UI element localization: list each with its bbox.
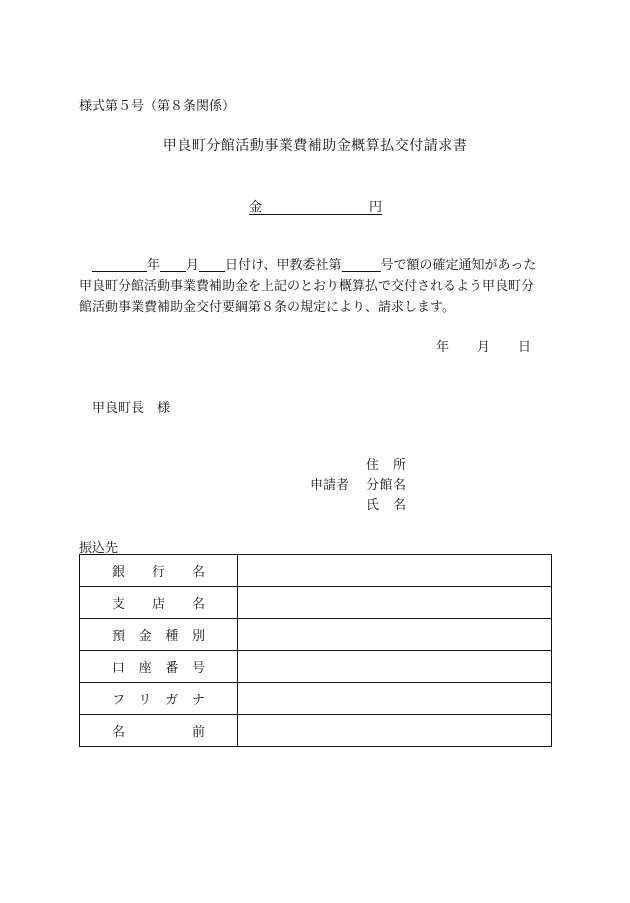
- body-line-2: 甲良町分館活動事業費補助金を上記のとおり概算払で交付されるよう甲良町分: [79, 279, 535, 294]
- table-row: [80, 587, 552, 619]
- amount-field[interactable]: [249, 196, 382, 215]
- form-number: 様式第５号（第８条関係）: [79, 99, 236, 114]
- holder-name-label-cell: [80, 715, 238, 747]
- bank-name-label-cell: [80, 555, 238, 587]
- amount-suffix: 円: [368, 200, 382, 215]
- request-date: [436, 336, 531, 355]
- document-title: 甲良町分館活動事業費補助金概算払交付請求書: [162, 138, 468, 154]
- notice-number-blank[interactable]: [342, 257, 381, 272]
- date-year-label: 年: [436, 340, 450, 355]
- body-number-text: 号で額の確定通知があった: [380, 258, 537, 273]
- bank-name-value[interactable]: [238, 555, 552, 587]
- date-month-label: 月: [477, 340, 491, 355]
- bank-account-table: [79, 554, 552, 747]
- furigana-label: フリガナ: [112, 693, 205, 708]
- furigana-label-cell: [80, 683, 238, 715]
- table-row: [80, 683, 552, 715]
- furigana-value[interactable]: [238, 683, 552, 715]
- month-blank[interactable]: [160, 257, 186, 272]
- applicant-name-label: 氏 名: [366, 498, 406, 513]
- table-row: [80, 555, 552, 587]
- body-month-label: 月: [186, 258, 200, 273]
- year-blank[interactable]: [92, 257, 147, 272]
- account-number-label-cell: [80, 651, 238, 683]
- date-day-label: 日: [518, 340, 532, 355]
- holder-name-value[interactable]: [238, 715, 552, 747]
- account-number-value[interactable]: [238, 651, 552, 683]
- applicant-role-label: 申請者: [310, 478, 350, 493]
- applicant-address-label: 住 所: [366, 458, 406, 473]
- branch-name-value[interactable]: [238, 587, 552, 619]
- amount-prefix: 金: [249, 200, 263, 215]
- transfer-label: 振込先: [79, 541, 119, 556]
- branch-name-label-cell: [80, 587, 238, 619]
- bank-name-label: 銀行名: [112, 565, 205, 580]
- request-body: [79, 255, 559, 318]
- table-row: [80, 619, 552, 651]
- deposit-type-label-cell: [80, 619, 238, 651]
- applicant-branch-label: 分館名: [366, 478, 406, 493]
- table-row: [80, 715, 552, 747]
- deposit-type-value[interactable]: [238, 619, 552, 651]
- body-day-text: 日付け、甲教委社第: [225, 258, 342, 273]
- branch-name-label: 支店名: [112, 597, 205, 612]
- account-number-label: 口座番号: [112, 661, 205, 676]
- applicant-block: [310, 456, 406, 516]
- body-line-1: [79, 255, 559, 276]
- body-line-3: 館活動事業費補助金交付要綱第８条の規定により、請求します。: [79, 300, 455, 315]
- table-row: [80, 651, 552, 683]
- addressee: 甲良町長 様: [92, 401, 171, 416]
- holder-name-label: 名前: [112, 725, 205, 740]
- deposit-type-label: 預金種別: [112, 629, 205, 644]
- day-blank[interactable]: [199, 257, 225, 272]
- body-year-label: 年: [147, 258, 161, 273]
